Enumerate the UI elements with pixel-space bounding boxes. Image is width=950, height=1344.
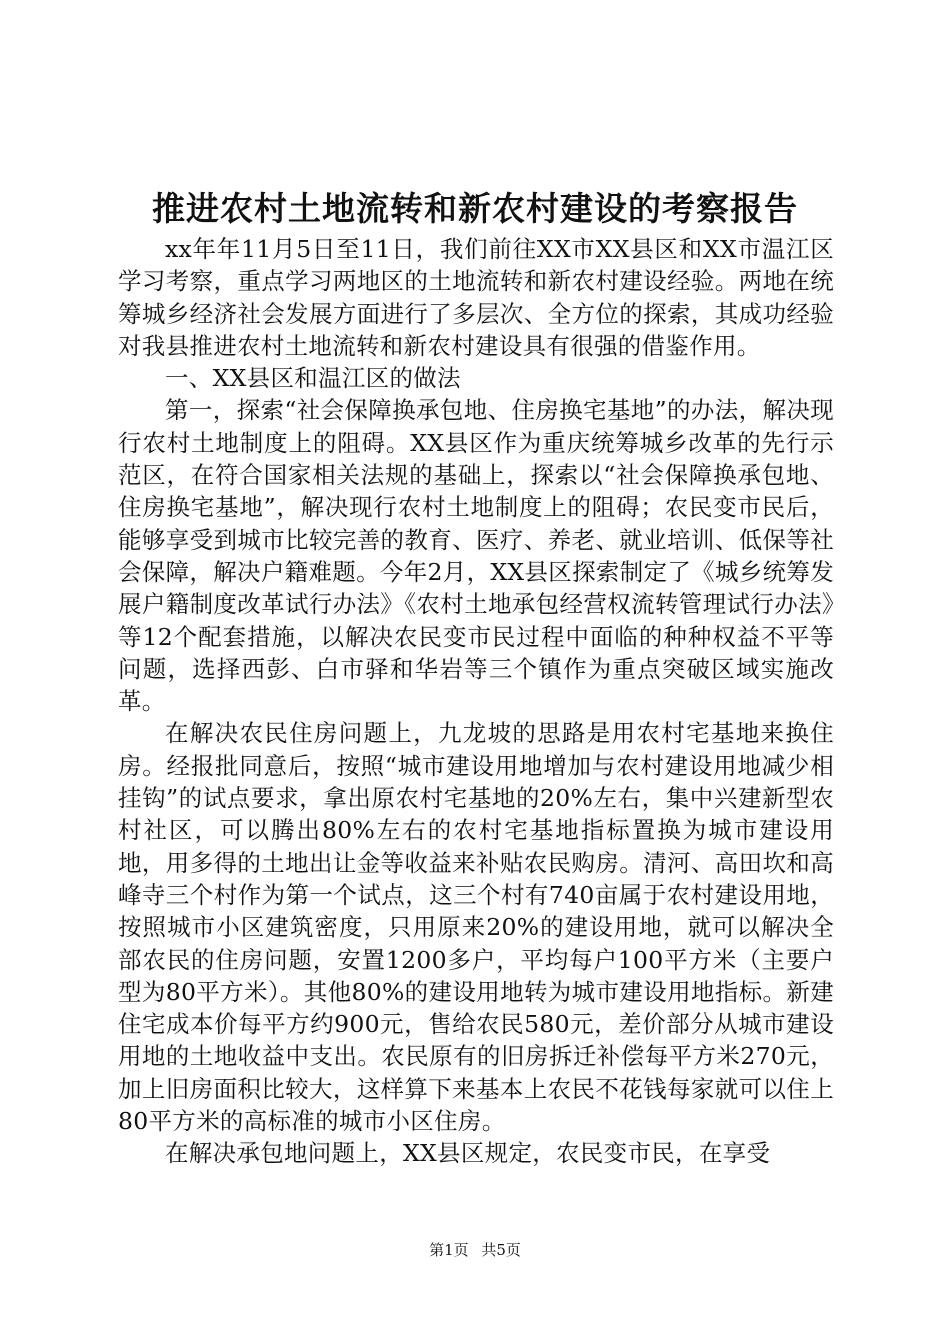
paragraph-contract-land: 在解决承包地问题上，XX县区规定，农民变市民，在享受 bbox=[165, 1139, 771, 1168]
document-title: 推进农村土地流转和新农村建设的考察报告 bbox=[152, 189, 798, 228]
paragraph-first-measure: 第一，探索“社会保障换承包地、住房换宅基地”的办法，解决现行农村土地制度上的阻碍。XX县区作为重庆统筹城乡改革的先行示范区，在符合国家相关法规的基础上，探索以“社会保障换承包地、住房换宅基地”，解决现行农村土地制度上的阻碍；农民变市民后，能够享受到城市比较完善的教育、医疗、养老、就业培训、低保等社会保障，解决户籍难题。今年2月，XX县区探索制定了《城乡统筹发展户籍制度改革试行办法》《农村土地承包经营权流转管理试行办法》等12个配套措施，以解决农民变市民过程中面临的种种权益不平等问题，选择西彭、白市驿和华岩等三个镇作为重点突破区域实施改革。 bbox=[118, 396, 834, 716]
page-footer bbox=[0, 1240, 950, 1260]
page-number: 第1页 bbox=[429, 1241, 469, 1259]
section-heading: 一、XX县区和温江区的做法 bbox=[165, 364, 461, 393]
paragraph-intro: xx年年11月5日至11日，我们前往XX市XX县区和XX市温江区学习考察，重点学习两地区的土地流转和新农村建设经验。两地在统筹城乡经济社会发展方面进行了多层次、全方位的探索，其成功经验对我县推进农村土地流转和新农村建设具有很强的借鉴作用。 bbox=[118, 235, 834, 360]
document-body bbox=[118, 233, 834, 1170]
page-total: 共5页 bbox=[481, 1241, 521, 1259]
paragraph-housing: 在解决农民住房问题上，九龙坡的思路是用农村宅基地来换住房。经报批同意后，按照“城市建设用地增加与农村建设用地减少相挂钩”的试点要求，拿出原农村宅基地的20%左右，集中兴建新型农村社区，可以腾出80%左右的农村宅基地指标置换为城市建设用地，用多得的土地出让金等收益来补贴农民购房。清河、高田坎和高峰寺三个村作为第一个试点，这三个村有740亩属于农村建设用地，按照城市小区建筑密度，只用原来20%的建设用地，就可以解决全部农民的住房问题，安置1200多户，平均每户100平方米（主要户型为80平方米）。其他80%的建设用地转为城市建设用地指标。新建住宅成本价每平方约900元，售给农民580元，差价部分从城市建设用地的土地收益中支出。农民原有的旧房拆迁补偿每平方米270元，加上旧房面积比较大，这样算下来基本上农民不花钱每家就可以住上80平方米的高标准的城市小区住房。 bbox=[118, 719, 834, 1136]
